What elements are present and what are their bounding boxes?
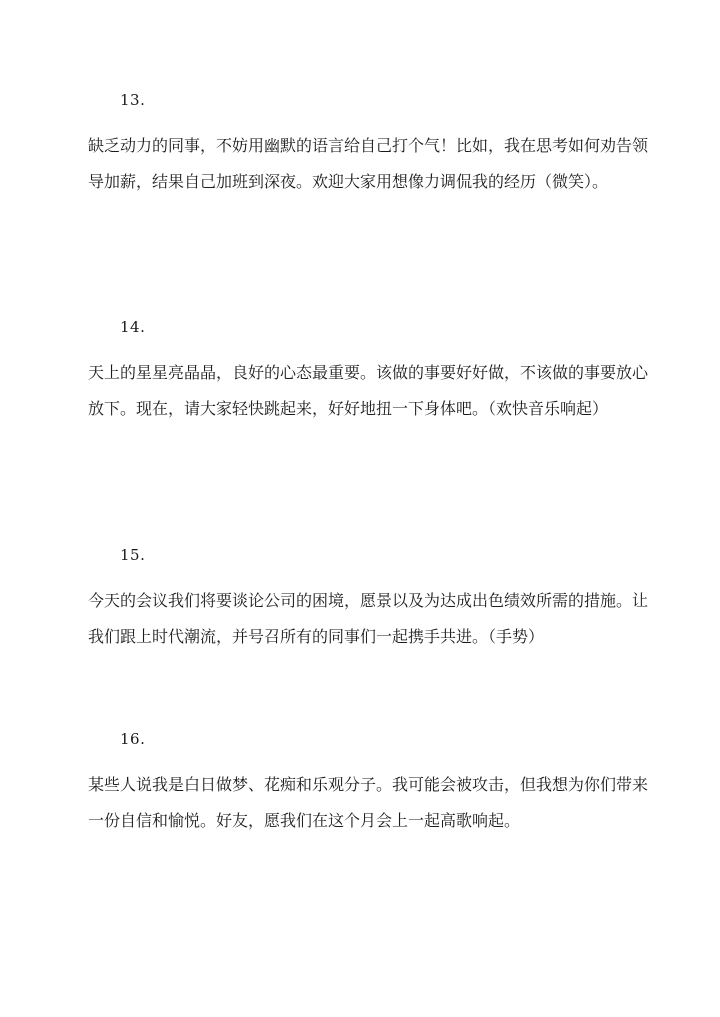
section-paragraph: 今天的会议我们将要谈论公司的困境，愿景以及为达成出色绩效所需的措施。让我们跟上时代潮流，并号召所有的同事们一起携手共进。（手势） [88,591,649,646]
section-number: 14. [120,318,146,336]
section-number: 15. [120,546,146,564]
section-paragraph: 某些人说我是白日做梦、花痴和乐观分子。我可能会被攻击，但我想为你们带来一份自信和愉悦。好友，愿我们在这个月会上一起高歌响起。 [88,775,649,830]
section-paragraph: 缺乏动力的同事，不妨用幽默的语言给自己打个气！比如，我在思考如何劝告领导加薪，结果自己加班到深夜。欢迎大家用想像力调侃我的经历（微笑）。 [88,136,649,191]
section-number: 16. [120,730,146,748]
section-number: 13. [120,91,146,109]
section-paragraph: 天上的星星亮晶晶，良好的心态最重要。该做的事要好好做，不该做的事要放心放下。现在，请大家轻快跳起来，好好地扭一下身体吧。（欢快音乐响起） [88,363,649,418]
